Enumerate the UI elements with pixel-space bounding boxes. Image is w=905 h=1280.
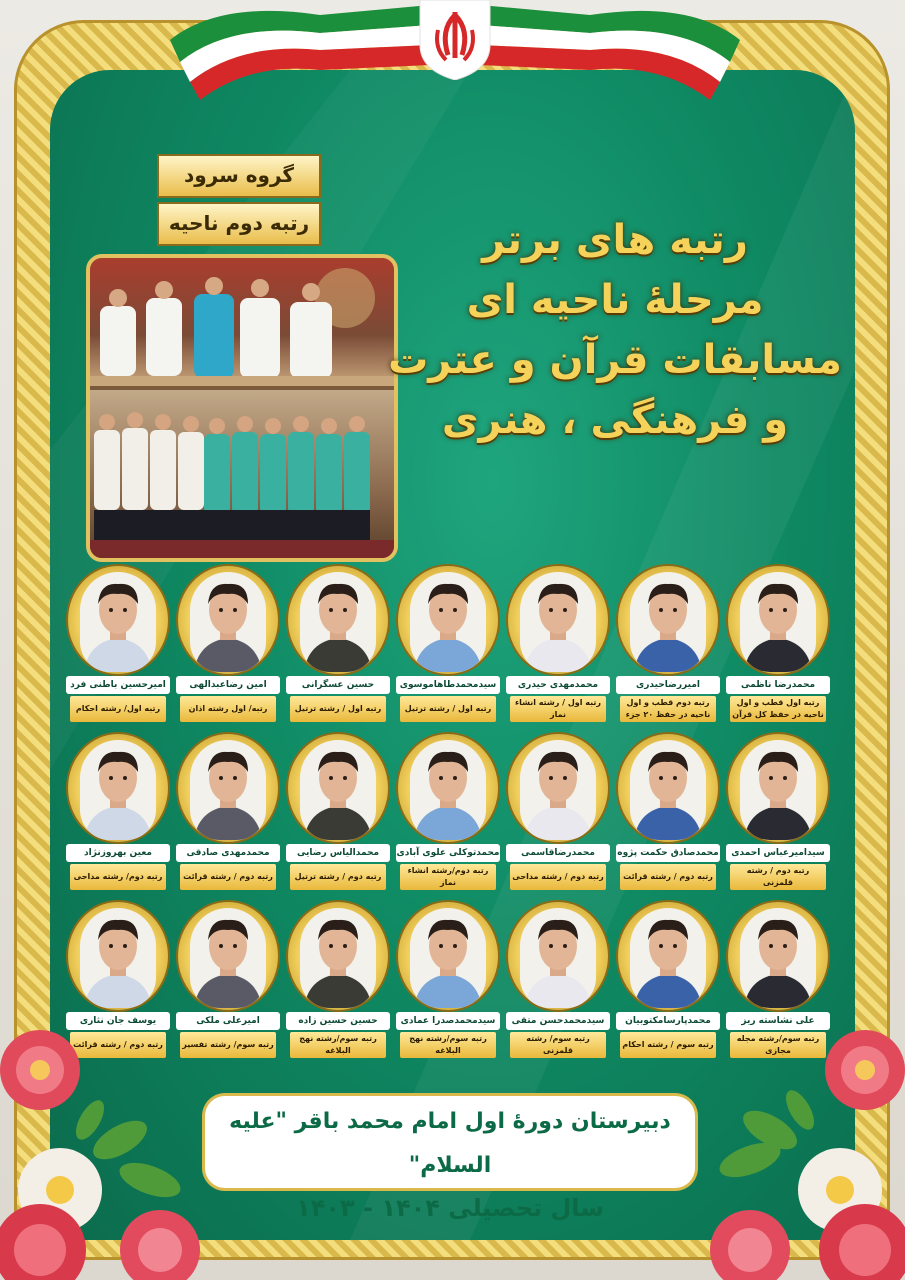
student-name: محمدمهدی صادقی [176,844,280,862]
student-rank: رتبه سوم/ رشته تفسیر [180,1032,276,1058]
student-name: محمدمهدی حیدری [506,676,610,694]
student-name: حسین عسگرانی [286,676,390,694]
student-name: محمدالیاس رضایی [286,844,390,862]
choir-title: گروه سرود [157,154,321,198]
iran-emblem-icon [410,0,500,80]
choir-members-bottom-image [90,390,394,558]
student-card [396,902,500,1062]
student-portrait [190,908,266,1008]
student-name: محمدپارسامکتوبیان [616,1012,720,1030]
student-card [176,734,280,894]
student-portrait [190,572,266,672]
student-card [66,734,170,894]
student-card [66,566,170,726]
student-rank: رتبه اول / رشته ترتیل [290,696,386,722]
student-name: سیدمحمدحسن متقی [506,1012,610,1030]
student-rank: رتبه دوم / رشته ترتیل [290,864,386,890]
student-card [176,566,280,726]
student-card [726,566,830,726]
student-name: یوسف جان نثاری [66,1012,170,1030]
student-portrait [630,908,706,1008]
student-card [616,734,720,894]
student-rank: رتبه/ اول رشته اذان [180,696,276,722]
headline-line-1: رتبه های برتر [482,217,748,263]
student-portrait [80,572,156,672]
student-portrait [80,740,156,840]
student-portrait [410,572,486,672]
student-portrait [410,908,486,1008]
student-card [726,734,830,894]
student-name: سیدمحمدطاهاموسوی [396,676,500,694]
student-rank: رتبه دوم / رشته قرائت [70,1032,166,1058]
choir-group-label [157,154,321,242]
group-photo-top [90,258,394,386]
student-name: امیرحسین باطنی فرد [66,676,170,694]
student-portrait [740,740,816,840]
flag-ribbon-right [480,0,750,100]
student-portrait [740,908,816,1008]
student-rank: رتبه دوم/ رشته مداحی [70,864,166,890]
student-card [396,734,500,894]
student-portrait [410,740,486,840]
student-portrait [520,740,596,840]
student-rank: رتبه دوم / رشته قرائت [180,864,276,890]
headline-line-2: مرحلهٔ ناحیه ای [466,277,764,323]
student-rank: رتبه سوم/رشته نهج البلاغه [290,1032,386,1058]
student-portrait [520,908,596,1008]
headline-line-3: مسابقات قرآن و عترت [388,337,842,383]
student-name: امیرعلی ملکی [176,1012,280,1030]
student-card [286,902,390,1062]
student-name: سیدامیرعباس احمدی [726,844,830,862]
student-rank: رتبه دوم / رشته قلمزنی [730,864,826,890]
student-card [286,734,390,894]
student-card [286,566,390,726]
student-name: امیررضاحیدری [616,676,720,694]
student-name: امین رضاعبدالهی [176,676,280,694]
academic-year: سال تحصیلی ۱۴۰۴ - ۱۴۰۳ [296,1194,604,1222]
student-portrait [300,908,376,1008]
student-portrait [300,572,376,672]
student-card [506,902,610,1062]
student-name: محمدتوکلی علوی آبادی [396,844,500,862]
student-name: علی نشاسته ریز [726,1012,830,1030]
student-portrait [630,740,706,840]
choir-members-top-image [90,258,394,386]
student-rank: رتبه سوم / رشته احکام [620,1032,716,1058]
student-portrait [630,572,706,672]
flower-decoration-right [690,1010,905,1280]
headline [385,210,845,450]
student-rank: رتبه دوم / رشته قرائت [620,864,716,890]
group-photo-bottom [90,390,394,558]
student-rank: رتبه اول/ رشته احکام [70,696,166,722]
student-rank: رتبه دوم / رشته مداحی [510,864,606,890]
student-portrait [520,572,596,672]
student-portrait [300,740,376,840]
headline-line-4: و فرهنگی ، هنری [441,397,789,443]
student-rank: رتبه اول / رشته ترتیل [400,696,496,722]
flower-decoration-left [0,1010,220,1280]
student-rank: رتبه سوم/رشته مجله مجازی [730,1032,826,1058]
student-name: حسین حسین زاده [286,1012,390,1030]
student-card [506,734,610,894]
student-card [396,566,500,726]
student-portrait [740,572,816,672]
student-name: معین بهروزنژاد [66,844,170,862]
choir-group-photo [86,254,398,562]
student-rank: رتبه اول قطب و اول ناحیه در حفظ کل قرآن [730,696,826,722]
choir-rank: رتبه دوم ناحیه [157,202,321,246]
student-rank: رتبه سوم/ رشته قلمزنی [510,1032,606,1058]
student-card [616,566,720,726]
student-name: محمدرضا ناظمی [726,676,830,694]
student-card [506,566,610,726]
school-name: دبیرستان دورهٔ اول امام محمد باقر "علیه السلام" [229,1109,671,1178]
student-rank: رتبه اول / رشته انشاء نماز [510,696,606,722]
school-footer [205,1096,695,1222]
student-portrait [80,908,156,1008]
student-name: محمدرضاقاسمی [506,844,610,862]
student-name: محمدصادق حکمت پژوه [616,844,720,862]
student-rank: رتبه دوم قطب و اول ناحیه در حفظ ۲۰ جزء [620,696,716,722]
student-rank: رتبه دوم/رشته انشاء نماز [400,864,496,890]
flag-ribbon-left [160,0,430,100]
student-rank: رتبه سوم/رشته نهج البلاغه [400,1032,496,1058]
student-name: سیدمحمدصدرا عمادی [396,1012,500,1030]
student-portrait [190,740,266,840]
